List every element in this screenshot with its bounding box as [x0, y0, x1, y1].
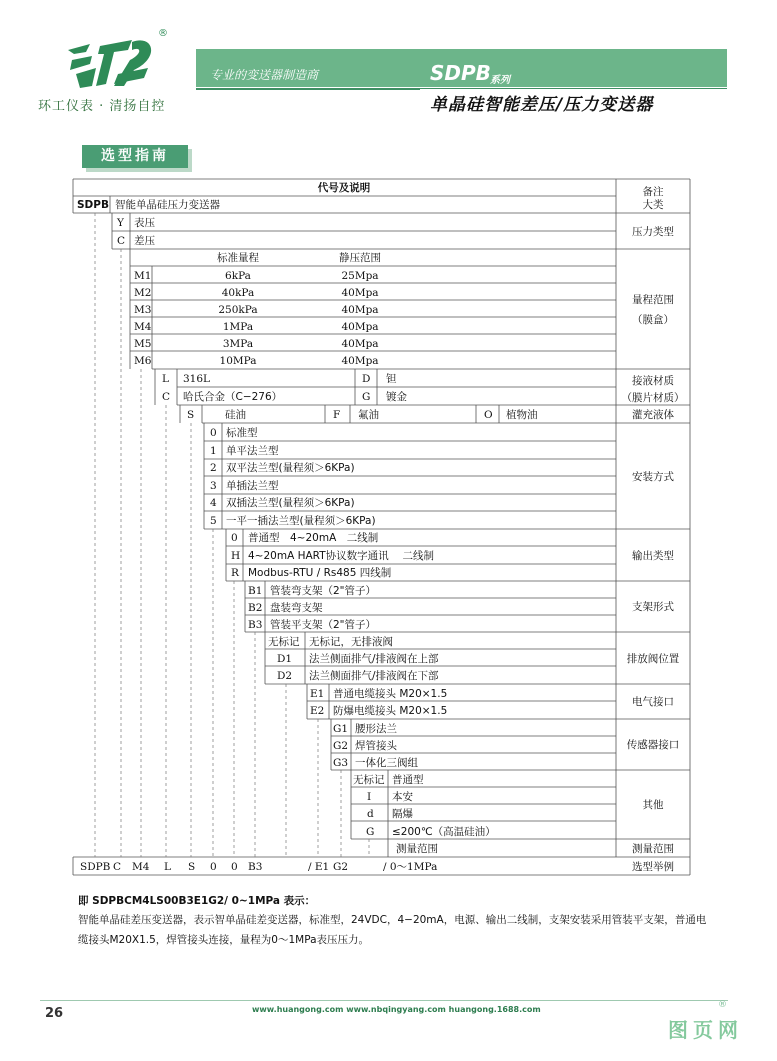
fill-code: F: [333, 409, 341, 421]
drain-desc: 法兰侧面排气/排液阀在下部: [309, 670, 439, 682]
mount-desc: 一平一插法兰型(量程须＞6KPa): [226, 515, 376, 527]
bracket-desc: 盘装弯支架: [270, 602, 323, 614]
example-code-part: 0: [231, 861, 238, 873]
wetted-desc: 哈氏合金（C−276）: [183, 391, 283, 403]
example-code-part: B3: [248, 861, 263, 873]
slogan: 专业的变送器制造商: [210, 68, 319, 82]
range-value: 10MPa: [219, 355, 257, 367]
table-header-main: 代号及说明: [317, 182, 371, 194]
example-code-part: M4: [132, 861, 150, 873]
section-label: 选型指南: [82, 145, 188, 168]
bracket-desc: 管装平支架（2"管子）: [270, 619, 377, 631]
other-desc: 本安: [392, 791, 413, 803]
series-code: SDPB: [430, 61, 491, 85]
example-title: 即 SDPBCM4LS00B3E1G2/ 0~1MPa 表示：: [78, 895, 316, 907]
other-code: d: [367, 808, 374, 820]
range-value: 40kPa: [221, 287, 255, 299]
range-value: 1MPa: [222, 321, 254, 333]
wetted-desc-2: 钽: [386, 373, 397, 385]
fill-note: 灌充液体: [632, 409, 674, 421]
wetted-desc: 316L: [183, 373, 211, 385]
drain-note: 排放阀位置: [626, 653, 680, 665]
mount-note: 安装方式: [632, 471, 674, 483]
mount-code: 1: [210, 445, 217, 457]
output-code: 0: [231, 532, 238, 544]
drain-desc: 无标记，无排液阀: [309, 636, 393, 648]
example-code-part: 0: [210, 861, 217, 873]
mount-desc: 双平法兰型(量程须＞6KPa): [226, 462, 355, 474]
company-name: 环工仪表 · 清扬自控: [38, 99, 166, 114]
output-desc: 普通型 4~20mA 二线制: [248, 532, 379, 544]
output-note: 输出类型: [632, 550, 674, 562]
sensor-desc: 一体化三阀组: [355, 757, 418, 769]
sensor-desc: 焊管接头: [355, 740, 397, 752]
drain-code: D2: [277, 670, 293, 682]
other-desc: ≤200℃（高温硅油）: [392, 826, 496, 838]
drain-code: 无标记: [268, 636, 300, 648]
example-code-part: L: [164, 861, 171, 873]
range-value: 3MPa: [222, 338, 254, 350]
sensor-code: G3: [333, 757, 349, 769]
wetted-note-sub: （膜片材质）: [621, 392, 685, 404]
series-suffix: 系列: [490, 75, 510, 86]
electrical-code: E2: [310, 705, 325, 717]
mount-desc: 单插法兰型: [226, 480, 279, 492]
measure-desc: 测量范围: [396, 843, 438, 855]
fill-desc: 硅油: [225, 409, 246, 421]
page-number: 26: [45, 1006, 64, 1021]
base-note: 大类: [642, 199, 664, 211]
mount-desc: 单平法兰型: [226, 445, 279, 457]
sensor-code: G1: [333, 723, 349, 735]
other-desc: 隔爆: [392, 808, 413, 820]
static-value: 25Mpa: [341, 270, 379, 282]
range-code: M5: [134, 338, 152, 350]
mount-code: 2: [210, 462, 217, 474]
mount-code: 4: [210, 497, 217, 509]
fill-desc: 植物油: [506, 409, 538, 421]
table-header-note: 备注: [642, 186, 664, 198]
electrical-note: 电气接口: [632, 696, 674, 708]
range-col-header: 标准量程: [217, 252, 259, 264]
static-value: 40Mpa: [341, 304, 379, 316]
fill-desc: 氟油: [358, 409, 379, 421]
electrical-desc: 普通电缆接头 M20×1.5: [333, 688, 448, 700]
range-value: 6kPa: [225, 270, 251, 282]
sensor-desc: 腰形法兰: [355, 723, 397, 735]
electrical-desc: 防爆电缆接头 M20×1.5: [333, 705, 448, 717]
mount-desc: 标准型: [226, 427, 258, 439]
range-code: M1: [134, 270, 152, 282]
output-code: R: [231, 567, 239, 579]
range-code: M4: [134, 321, 152, 333]
drain-desc: 法兰侧面排气/排液阀在上部: [309, 653, 439, 665]
mount-code: 3: [210, 480, 217, 492]
range-note: 量程范围: [632, 294, 674, 306]
fill-code: O: [484, 409, 493, 421]
fill-code: S: [187, 409, 195, 421]
example-note: 选型举例: [632, 861, 674, 873]
bracket-code: B3: [248, 619, 263, 631]
range-code: M6: [134, 355, 152, 367]
other-code: G: [366, 826, 375, 838]
bracket-desc: 管装弯支架（2"管子）: [270, 585, 377, 597]
watermark: 图页网: [668, 1018, 743, 1042]
example-code-part: SDPB: [80, 861, 111, 873]
wetted-code: L: [162, 373, 169, 385]
pressure-desc: 差压: [134, 235, 155, 247]
range-value: 250kPa: [218, 304, 258, 316]
pressure-code: C: [117, 235, 126, 247]
mount-code: 5: [210, 515, 217, 527]
other-desc: 普通型: [392, 774, 424, 786]
wetted-code-2: D: [362, 373, 371, 385]
logo-registered-mark: ®: [158, 28, 168, 39]
bracket-code: B1: [248, 585, 263, 597]
bracket-note: 支架形式: [632, 601, 674, 613]
mount-code: 0: [210, 427, 217, 439]
measure-note: 测量范围: [632, 843, 674, 855]
bracket-code: B2: [248, 602, 263, 614]
output-desc: 4~20mA HART协议数字通讯 二线制: [248, 550, 434, 562]
range-code: M2: [134, 287, 152, 299]
static-value: 40Mpa: [341, 338, 379, 350]
footer-registered-mark: ®: [718, 1000, 727, 1010]
base-desc: 智能单晶硅压力变送器: [115, 199, 220, 211]
example-description: 智能单晶硅差压变送器，表示智单晶硅差变送器，标准型，24VDC，4−20mA，电源、输出二线制，支架安装采用管装平支架，普通电缆接头M20X1.5，焊管接头连接，量程为0～1MPa表压压力。: [78, 914, 707, 946]
footer-links: www.huangong.com www.nbqingyang.com huangong.1688.com: [252, 1005, 541, 1014]
product-title: 单晶硅智能差压/压力变送器: [430, 95, 654, 115]
wetted-note: 接液材质: [632, 375, 674, 387]
pressure-note: 压力类型: [632, 226, 674, 238]
output-desc: Modbus-RTU / Rs485 四线制: [248, 567, 392, 579]
footer-divider: [40, 1000, 728, 1001]
wetted-code: C: [162, 391, 171, 403]
example-code-part: G2: [333, 861, 349, 873]
example-code-part: / E1: [308, 861, 330, 873]
sensor-code: G2: [333, 740, 349, 752]
drain-code: D1: [277, 653, 293, 665]
example-code-part: / 0～1MPa: [383, 861, 438, 873]
static-value: 40Mpa: [341, 321, 379, 333]
electrical-code: E1: [310, 688, 325, 700]
static-value: 40Mpa: [341, 287, 379, 299]
other-note: 其他: [642, 799, 664, 811]
sensor-note: 传感器接口: [626, 739, 680, 751]
base-code: SDPB: [77, 199, 109, 211]
range-code: M3: [134, 304, 152, 316]
example-code-part: S: [188, 861, 196, 873]
other-code: I: [367, 791, 372, 803]
other-code: 无标记: [353, 774, 385, 786]
wetted-code-2: G: [362, 391, 371, 403]
static-col-header: 静压范围: [339, 252, 381, 264]
example-code-part: C: [113, 861, 122, 873]
pressure-code: Y: [117, 217, 124, 229]
mount-desc: 双插法兰型(量程须＞6KPa): [226, 497, 355, 509]
pressure-desc: 表压: [134, 217, 155, 229]
static-value: 40Mpa: [341, 355, 379, 367]
output-code: H: [231, 550, 241, 562]
wetted-desc-2: 镀金: [386, 391, 407, 403]
range-note-sub: （膜盒）: [632, 314, 674, 326]
